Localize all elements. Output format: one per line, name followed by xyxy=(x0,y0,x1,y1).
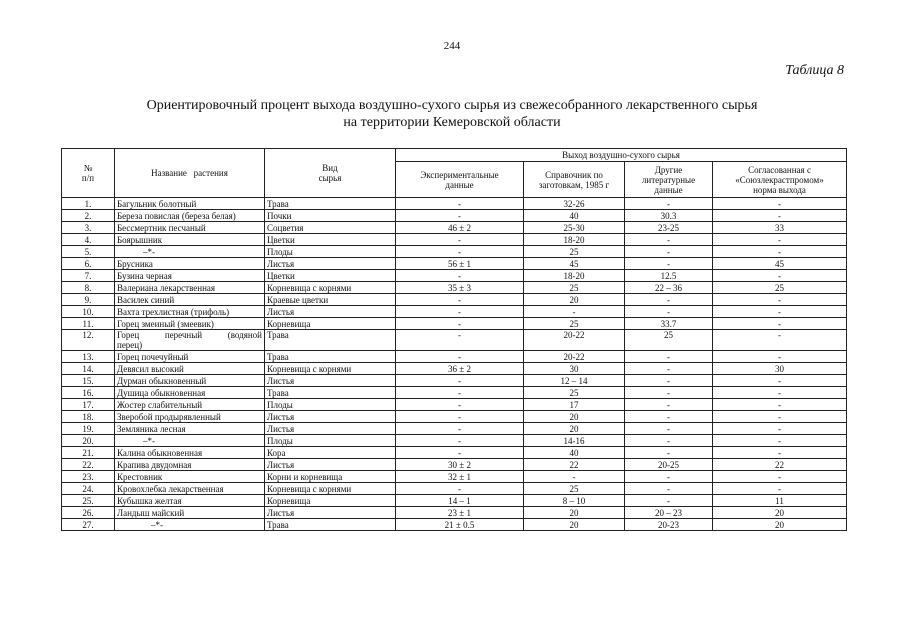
cell-num: 16. xyxy=(62,387,115,399)
cell-exp: - xyxy=(396,411,524,423)
cell-kind: Листья xyxy=(265,375,396,387)
cell-ref: 25 xyxy=(524,318,625,330)
cell-kind: Плоды xyxy=(265,246,396,258)
cell-kind: Корневища xyxy=(265,318,396,330)
cell-name: Жостер слабительный xyxy=(115,399,265,411)
cell-ref: 8 – 10 xyxy=(524,495,625,507)
cell-ref: 14-16 xyxy=(524,435,625,447)
cell-exp: 32 ± 1 xyxy=(396,471,524,483)
cell-kind: Соцветия xyxy=(265,222,396,234)
yield-table xyxy=(61,148,847,531)
cell-lit: - xyxy=(625,375,713,387)
cell-exp: - xyxy=(396,234,524,246)
cell-lit: - xyxy=(625,246,713,258)
cell-ref: 32-26 xyxy=(524,198,625,210)
cell-exp: - xyxy=(396,270,524,282)
cell-norm: - xyxy=(713,246,847,258)
cell-num: 21. xyxy=(62,447,115,459)
cell-lit: - xyxy=(625,258,713,270)
cell-name: Вахта трехлистная (трифоль) xyxy=(115,306,265,318)
cell-kind: Кора xyxy=(265,447,396,459)
cell-lit: 25 xyxy=(625,330,713,351)
table-row xyxy=(62,330,847,351)
cell-lit: - xyxy=(625,351,713,363)
cell-lit: 30.3 xyxy=(625,210,713,222)
cell-num: 12. xyxy=(62,330,115,351)
cell-num: 10. xyxy=(62,306,115,318)
table-row xyxy=(62,435,847,447)
cell-name-line-1: Горец перечный (водяной xyxy=(117,330,262,340)
cell-exp: 21 ± 0.5 xyxy=(396,519,524,531)
heading-line-1: Ориентировочный процент выхода воздушно-сухого сырья из свежесобранного лекарственного сырья xyxy=(146,98,758,113)
cell-ref: 20 xyxy=(524,423,625,435)
cell-ref: 12 – 14 xyxy=(524,375,625,387)
cell-exp: - xyxy=(396,306,524,318)
cell-lit: 12.5 xyxy=(625,270,713,282)
cell-kind: Листья xyxy=(265,411,396,423)
cell-num: 13. xyxy=(62,351,115,363)
cell-name: Валериана лекарственная xyxy=(115,282,265,294)
cell-num: 25. xyxy=(62,495,115,507)
cell-name: Горец змеиный (змеевик) xyxy=(115,318,265,330)
cell-num: 23. xyxy=(62,471,115,483)
cell-exp: - xyxy=(396,399,524,411)
cell-kind: Трава xyxy=(265,198,396,210)
table-row xyxy=(62,234,847,246)
cell-lit: 33.7 xyxy=(625,318,713,330)
cell-ref: 40 xyxy=(524,447,625,459)
cell-exp: 14 – 1 xyxy=(396,495,524,507)
table-row xyxy=(62,270,847,282)
cell-kind: Листья xyxy=(265,306,396,318)
cell-kind: Корневища с корнями xyxy=(265,363,396,375)
table-row xyxy=(62,519,847,531)
cell-norm: 20 xyxy=(713,507,847,519)
cell-exp: - xyxy=(396,375,524,387)
cell-norm: 25 xyxy=(713,282,847,294)
cell-lit: - xyxy=(625,198,713,210)
cell-exp: 23 ± 1 xyxy=(396,507,524,519)
heading-line-2: на территории Кемеровской области xyxy=(343,115,561,130)
cell-num: 26. xyxy=(62,507,115,519)
cell-exp: 35 ± 3 xyxy=(396,282,524,294)
cell-lit: - xyxy=(625,363,713,375)
cell-name: Кубышка желтая xyxy=(115,495,265,507)
cell-num: 7. xyxy=(62,270,115,282)
cell-exp: - xyxy=(396,423,524,435)
cell-lit: 20-25 xyxy=(625,459,713,471)
cell-num: 9. xyxy=(62,294,115,306)
cell-lit: 20 – 23 xyxy=(625,507,713,519)
cell-kind: Плоды xyxy=(265,399,396,411)
cell-kind: Листья xyxy=(265,423,396,435)
cell-kind: Краевые цветки xyxy=(265,294,396,306)
cell-norm: - xyxy=(713,351,847,363)
cell-name: Кровохлебка лекарственная xyxy=(115,483,265,495)
cell-norm: - xyxy=(713,387,847,399)
table-row xyxy=(62,246,847,258)
cell-kind: Корневища с корнями xyxy=(265,483,396,495)
table-row xyxy=(62,351,847,363)
cell-num: 27. xyxy=(62,519,115,531)
cell-ref: 25-30 xyxy=(524,222,625,234)
cell-norm: 20 xyxy=(713,519,847,531)
table-row xyxy=(62,294,847,306)
cell-name: Бессмертник песчаный xyxy=(115,222,265,234)
cell-exp: - xyxy=(396,246,524,258)
header-yield-group: Выход воздушно-сухого сырья xyxy=(396,149,847,162)
table-row xyxy=(62,447,847,459)
cell-name: Девясил высокий xyxy=(115,363,265,375)
cell-ref: 22 xyxy=(524,459,625,471)
header-number: № п/п xyxy=(62,149,115,198)
cell-name: –*- xyxy=(115,246,265,258)
header-plant-name: Название растения xyxy=(115,149,265,198)
cell-name: Брусника xyxy=(115,258,265,270)
cell-name xyxy=(115,330,265,351)
header-raw-kind: Вид сырья xyxy=(265,149,396,198)
cell-num: 6. xyxy=(62,258,115,270)
table-row xyxy=(62,318,847,330)
cell-exp: - xyxy=(396,318,524,330)
cell-kind: Цветки xyxy=(265,234,396,246)
cell-lit: - xyxy=(625,423,713,435)
cell-kind: Трава xyxy=(265,387,396,399)
cell-lit: - xyxy=(625,306,713,318)
cell-lit: - xyxy=(625,387,713,399)
table-row xyxy=(62,258,847,270)
cell-name: Калина обыкновенная xyxy=(115,447,265,459)
cell-num: 22. xyxy=(62,459,115,471)
cell-num: 3. xyxy=(62,222,115,234)
cell-ref: 30 xyxy=(524,363,625,375)
cell-num: 14. xyxy=(62,363,115,375)
cell-kind: Корневища с корнями xyxy=(265,282,396,294)
cell-exp: - xyxy=(396,435,524,447)
cell-ref: 45 xyxy=(524,258,625,270)
cell-norm: - xyxy=(713,423,847,435)
cell-kind: Корневища xyxy=(265,495,396,507)
cell-lit: - xyxy=(625,435,713,447)
cell-norm: - xyxy=(713,198,847,210)
cell-num: 20. xyxy=(62,435,115,447)
table-row xyxy=(62,387,847,399)
cell-ref: 18-20 xyxy=(524,270,625,282)
cell-kind: Цветки xyxy=(265,270,396,282)
cell-lit: - xyxy=(625,411,713,423)
cell-num: 5. xyxy=(62,246,115,258)
cell-ref: 20-22 xyxy=(524,351,625,363)
table-row xyxy=(62,423,847,435)
cell-norm: - xyxy=(713,330,847,351)
page-number: 244 xyxy=(443,40,461,52)
cell-name: Горец почечуйный xyxy=(115,351,265,363)
cell-ref: 25 xyxy=(524,246,625,258)
cell-norm: - xyxy=(713,270,847,282)
header-norm: Согласованная с «Союзлекрастпромом» норма выхода xyxy=(713,162,847,198)
cell-num: 18. xyxy=(62,411,115,423)
cell-ref: 25 xyxy=(524,282,625,294)
cell-exp: - xyxy=(396,387,524,399)
cell-exp: - xyxy=(396,294,524,306)
table-row xyxy=(62,363,847,375)
cell-num: 17. xyxy=(62,399,115,411)
cell-kind: Трава xyxy=(265,519,396,531)
cell-exp: 46 ± 2 xyxy=(396,222,524,234)
cell-num: 15. xyxy=(62,375,115,387)
cell-norm: 11 xyxy=(713,495,847,507)
cell-lit: 23-25 xyxy=(625,222,713,234)
cell-norm: - xyxy=(713,318,847,330)
table-row xyxy=(62,306,847,318)
cell-kind: Листья xyxy=(265,258,396,270)
cell-name: Зверобой продырявленный xyxy=(115,411,265,423)
table-row xyxy=(62,198,847,210)
cell-lit: - xyxy=(625,294,713,306)
cell-exp: - xyxy=(396,351,524,363)
cell-name-line-2: перец) xyxy=(117,340,143,350)
cell-norm: - xyxy=(713,471,847,483)
cell-num: 11. xyxy=(62,318,115,330)
cell-kind: Корни и корневища xyxy=(265,471,396,483)
cell-lit: - xyxy=(625,399,713,411)
cell-lit: - xyxy=(625,483,713,495)
cell-name: Душица обыкновенная xyxy=(115,387,265,399)
cell-exp: 30 ± 2 xyxy=(396,459,524,471)
cell-norm: - xyxy=(713,375,847,387)
table-row xyxy=(62,282,847,294)
table-row xyxy=(62,459,847,471)
table-row xyxy=(62,411,847,423)
cell-lit: - xyxy=(625,234,713,246)
cell-norm: - xyxy=(713,399,847,411)
cell-norm: 30 xyxy=(713,363,847,375)
cell-lit: - xyxy=(625,447,713,459)
cell-norm: - xyxy=(713,447,847,459)
cell-name: –*- xyxy=(115,435,265,447)
header-reference: Справочник по заготовкам, 1985 г xyxy=(524,162,625,198)
table-row xyxy=(62,495,847,507)
header-experimental: Экспериментальные данные xyxy=(396,162,524,198)
cell-ref: - xyxy=(524,471,625,483)
cell-num: 1. xyxy=(62,198,115,210)
cell-norm: - xyxy=(713,234,847,246)
cell-ref: 17 xyxy=(524,399,625,411)
header-literature: Другие литературные данные xyxy=(625,162,713,198)
table-row xyxy=(62,375,847,387)
cell-norm: - xyxy=(713,435,847,447)
cell-ref: 40 xyxy=(524,210,625,222)
table-row xyxy=(62,210,847,222)
table-row xyxy=(62,222,847,234)
cell-kind: Трава xyxy=(265,351,396,363)
cell-exp: - xyxy=(396,210,524,222)
table-row xyxy=(62,507,847,519)
table-label: Таблица 8 xyxy=(785,63,844,78)
cell-norm: - xyxy=(713,411,847,423)
cell-norm: 33 xyxy=(713,222,847,234)
cell-name: Береза повислая (береза белая) xyxy=(115,210,265,222)
cell-exp: - xyxy=(396,330,524,351)
cell-name: Багульник болотный xyxy=(115,198,265,210)
cell-norm: - xyxy=(713,294,847,306)
cell-name: Дурман обыкновенный xyxy=(115,375,265,387)
cell-lit: - xyxy=(625,471,713,483)
cell-norm: 45 xyxy=(713,258,847,270)
cell-ref: 20-22 xyxy=(524,330,625,351)
cell-lit: 20-23 xyxy=(625,519,713,531)
cell-kind: Почки xyxy=(265,210,396,222)
cell-exp: 56 ± 1 xyxy=(396,258,524,270)
cell-kind: Плоды xyxy=(265,435,396,447)
cell-ref: - xyxy=(524,306,625,318)
cell-lit: - xyxy=(625,495,713,507)
cell-name: Крапива двудомная xyxy=(115,459,265,471)
cell-ref: 20 xyxy=(524,294,625,306)
cell-name: Земляника лесная xyxy=(115,423,265,435)
table-heading xyxy=(0,97,904,131)
cell-norm: 22 xyxy=(713,459,847,471)
cell-exp: - xyxy=(396,447,524,459)
cell-norm: - xyxy=(713,306,847,318)
cell-lit: 22 – 36 xyxy=(625,282,713,294)
cell-kind: Листья xyxy=(265,459,396,471)
cell-name: Ландыш майский xyxy=(115,507,265,519)
cell-exp: 36 ± 2 xyxy=(396,363,524,375)
cell-kind: Трава xyxy=(265,330,396,351)
cell-ref: 20 xyxy=(524,519,625,531)
cell-exp: - xyxy=(396,483,524,495)
cell-ref: 25 xyxy=(524,387,625,399)
cell-ref: 20 xyxy=(524,411,625,423)
cell-num: 24. xyxy=(62,483,115,495)
cell-exp: - xyxy=(396,198,524,210)
cell-name: Василек синий xyxy=(115,294,265,306)
cell-ref: 20 xyxy=(524,507,625,519)
cell-num: 2. xyxy=(62,210,115,222)
cell-num: 19. xyxy=(62,423,115,435)
table-row xyxy=(62,483,847,495)
cell-name: –*- xyxy=(115,519,265,531)
cell-kind: Листья xyxy=(265,507,396,519)
cell-name: Крестовник xyxy=(115,471,265,483)
cell-norm: - xyxy=(713,210,847,222)
cell-name: Боярышник xyxy=(115,234,265,246)
table-row xyxy=(62,471,847,483)
cell-name: Бузина черная xyxy=(115,270,265,282)
cell-ref: 25 xyxy=(524,483,625,495)
cell-num: 8. xyxy=(62,282,115,294)
cell-ref: 18-20 xyxy=(524,234,625,246)
cell-num: 4. xyxy=(62,234,115,246)
cell-norm: - xyxy=(713,483,847,495)
table-row xyxy=(62,399,847,411)
